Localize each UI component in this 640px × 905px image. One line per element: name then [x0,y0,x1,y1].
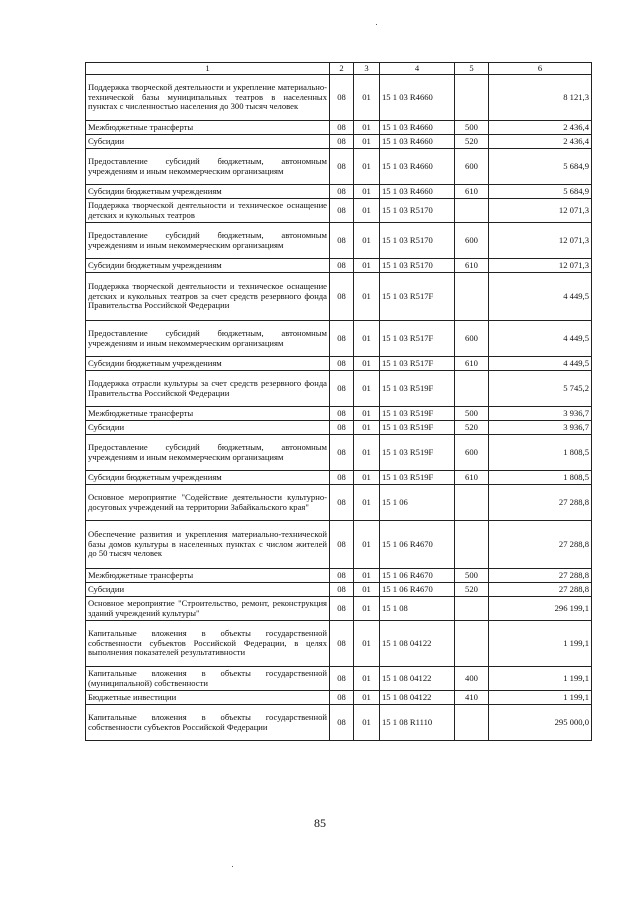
row-amount-cell: 12 071,3 [489,223,592,259]
row-subsection-cell: 01 [354,435,380,471]
row-subsection-cell: 01 [354,149,380,185]
row-amount-cell: 27 288,8 [489,569,592,583]
row-subsection-cell: 01 [354,371,380,407]
row-subsection-cell: 01 [354,259,380,273]
table-row [86,621,592,667]
row-section-cell: 08 [330,521,354,569]
table-row [86,407,592,421]
row-amount-cell: 27 288,8 [489,583,592,597]
row-section-cell: 08 [330,597,354,621]
table-row [86,321,592,357]
header-cell: 5 [455,63,489,75]
row-section-cell: 08 [330,705,354,741]
row-subsection-cell: 01 [354,667,380,691]
row-amount-cell: 1 199,1 [489,667,592,691]
row-amount-cell: 2 436,4 [489,121,592,135]
row-section-cell: 08 [330,371,354,407]
row-code-cell: 15 1 03 R517F [380,321,455,357]
row-amount-cell: 296 199,1 [489,597,592,621]
row-name-cell: Субсидии [86,421,330,435]
row-subsection-cell: 01 [354,597,380,621]
row-amount-cell: 12 071,3 [489,259,592,273]
table-row [86,471,592,485]
table-row [86,705,592,741]
row-name-cell: Предоставление субсидий бюджетным, автономным учреждениям и иным некоммерческим организациям [86,321,330,357]
row-amount-cell: 1 808,5 [489,471,592,485]
row-subsection-cell: 01 [354,407,380,421]
row-amount-cell: 1 808,5 [489,435,592,471]
table-row [86,569,592,583]
row-code-cell: 15 1 03 R5170 [380,223,455,259]
row-section-cell: 08 [330,149,354,185]
row-section-cell: 08 [330,691,354,705]
row-subsection-cell: 01 [354,471,380,485]
header-cell: 3 [354,63,380,75]
row-subsection-cell: 01 [354,421,380,435]
row-amount-cell: 1 199,1 [489,691,592,705]
row-code-cell: 15 1 03 R519F [380,435,455,471]
page-number: 85 [314,816,326,830]
row-name-cell: Субсидии [86,135,330,149]
table-row [86,421,592,435]
row-amount-cell: 5 684,9 [489,149,592,185]
row-amount-cell: 12 071,3 [489,199,592,223]
row-type-cell: 520 [455,421,489,435]
scan-speck [376,24,377,25]
row-code-cell: 15 1 06 [380,485,455,521]
row-section-cell: 08 [330,407,354,421]
row-code-cell: 15 1 03 R4660 [380,185,455,199]
table-row [86,435,592,471]
row-code-cell: 15 1 03 R519F [380,471,455,485]
row-subsection-cell: 01 [354,135,380,149]
row-type-cell: 400 [455,667,489,691]
row-name-cell: Обеспечение развития и укрепления материально-технической базы домов культуры в населенных пунктах с числом жителей до 50 тысяч человек [86,521,330,569]
row-type-cell [455,485,489,521]
row-name-cell: Предоставление субсидий бюджетным, автономным учреждениям и иным некоммерческим организациям [86,223,330,259]
row-section-cell: 08 [330,135,354,149]
row-subsection-cell: 01 [354,273,380,321]
row-section-cell: 08 [330,121,354,135]
table-row [86,223,592,259]
row-code-cell: 15 1 06 R4670 [380,521,455,569]
row-type-cell [455,621,489,667]
row-amount-cell: 5 684,9 [489,185,592,199]
row-amount-cell: 27 288,8 [489,521,592,569]
row-code-cell: 15 1 03 R517F [380,273,455,321]
row-type-cell: 520 [455,135,489,149]
row-subsection-cell: 01 [354,121,380,135]
row-code-cell: 15 1 08 R1110 [380,705,455,741]
row-section-cell: 08 [330,259,354,273]
row-type-cell: 500 [455,407,489,421]
table-row [86,135,592,149]
header-cell: 6 [489,63,592,75]
row-subsection-cell: 01 [354,583,380,597]
row-subsection-cell: 01 [354,223,380,259]
row-section-cell: 08 [330,667,354,691]
row-type-cell [455,75,489,121]
row-section-cell: 08 [330,321,354,357]
header-cell: 4 [380,63,455,75]
row-name-cell: Капитальные вложения в объекты государственной собственности субъектов Российской Федерации, в целях выполнения показателей результативности [86,621,330,667]
row-amount-cell: 4 449,5 [489,357,592,371]
table-row [86,75,592,121]
row-type-cell: 600 [455,435,489,471]
row-section-cell: 08 [330,185,354,199]
row-type-cell [455,597,489,621]
row-name-cell: Предоставление субсидий бюджетным, автономным учреждениям и иным некоммерческим организациям [86,149,330,185]
row-section-cell: 08 [330,421,354,435]
row-name-cell: Субсидии [86,583,330,597]
row-name-cell: Предоставление субсидий бюджетным, автономным учреждениям и иным некоммерческим организациям [86,435,330,471]
row-subsection-cell: 01 [354,185,380,199]
row-name-cell: Поддержка отрасли культуры за счет средств резервного фонда Правительства Российской Федерации [86,371,330,407]
table-row [86,185,592,199]
table-row [86,583,592,597]
row-type-cell: 610 [455,185,489,199]
row-name-cell: Поддержка творческой деятельности и укрепление материально-технической базы муниципальных театров в населенных пунктах с численностью населения до 300 тысяч человек [86,75,330,121]
row-subsection-cell: 01 [354,569,380,583]
table-row [86,357,592,371]
row-subsection-cell: 01 [354,199,380,223]
row-name-cell: Капитальные вложения в объекты государственной собственности субъектов Российской Федерации [86,705,330,741]
row-name-cell: Субсидии бюджетным учреждениям [86,357,330,371]
row-subsection-cell: 01 [354,75,380,121]
row-name-cell: Субсидии бюджетным учреждениям [86,185,330,199]
row-type-cell: 500 [455,569,489,583]
row-name-cell: Поддержка творческой деятельности и техническое оснащение детских и кукольных театров [86,199,330,223]
row-code-cell: 15 1 08 04122 [380,621,455,667]
row-subsection-cell: 01 [354,521,380,569]
row-amount-cell: 3 936,7 [489,407,592,421]
row-type-cell: 610 [455,471,489,485]
row-code-cell: 15 1 03 R5170 [380,199,455,223]
row-name-cell: Субсидии бюджетным учреждениям [86,259,330,273]
row-code-cell: 15 1 06 R4670 [380,583,455,597]
row-name-cell: Межбюджетные трансферты [86,407,330,421]
table-row [86,273,592,321]
table-row [86,259,592,273]
row-subsection-cell: 01 [354,621,380,667]
row-type-cell: 500 [455,121,489,135]
table-row [86,485,592,521]
row-section-cell: 08 [330,569,354,583]
row-subsection-cell: 01 [354,691,380,705]
row-type-cell [455,199,489,223]
header-cell: 2 [330,63,354,75]
row-subsection-cell: 01 [354,485,380,521]
row-name-cell: Бюджетные инвестиции [86,691,330,705]
row-section-cell: 08 [330,273,354,321]
row-code-cell: 15 1 08 04122 [380,691,455,705]
row-code-cell: 15 1 08 04122 [380,667,455,691]
row-code-cell: 15 1 03 R4660 [380,135,455,149]
row-type-cell: 600 [455,223,489,259]
row-section-cell: 08 [330,435,354,471]
row-name-cell: Поддержка творческой деятельности и техническое оснащение детских и кукольных театров за счет средств резервного фонда Правительства Российской Федерации [86,273,330,321]
budget-table [85,62,592,741]
row-amount-cell: 3 936,7 [489,421,592,435]
row-type-cell: 520 [455,583,489,597]
header-cell: 1 [86,63,330,75]
row-type-cell [455,273,489,321]
row-amount-cell: 8 121,3 [489,75,592,121]
row-type-cell: 610 [455,259,489,273]
table-row [86,521,592,569]
row-code-cell: 15 1 08 [380,597,455,621]
table-row [86,199,592,223]
row-code-cell: 15 1 06 R4670 [380,569,455,583]
row-section-cell: 08 [330,357,354,371]
row-name-cell: Субсидии бюджетным учреждениям [86,471,330,485]
row-subsection-cell: 01 [354,705,380,741]
row-amount-cell: 2 436,4 [489,135,592,149]
row-type-cell: 600 [455,149,489,185]
row-section-cell: 08 [330,621,354,667]
header-row [86,63,592,75]
row-amount-cell: 27 288,8 [489,485,592,521]
row-name-cell: Капитальные вложения в объекты государственной (муниципальной) собственности [86,667,330,691]
table-row [86,597,592,621]
row-name-cell: Основное мероприятие "Содействие деятельности культурно-досуговых учреждений на территории Забайкальского края" [86,485,330,521]
row-type-cell: 600 [455,321,489,357]
row-name-cell: Основное мероприятие "Строительство, ремонт, реконструкция зданий учреждений культуры" [86,597,330,621]
row-amount-cell: 4 449,5 [489,273,592,321]
row-section-cell: 08 [330,583,354,597]
row-section-cell: 08 [330,485,354,521]
row-code-cell: 15 1 03 R4660 [380,75,455,121]
row-code-cell: 15 1 03 R517F [380,357,455,371]
row-name-cell: Межбюджетные трансферты [86,569,330,583]
row-name-cell: Межбюджетные трансферты [86,121,330,135]
row-code-cell: 15 1 03 R519F [380,421,455,435]
table-row [86,691,592,705]
row-code-cell: 15 1 03 R519F [380,371,455,407]
table-row [86,149,592,185]
row-type-cell: 410 [455,691,489,705]
row-code-cell: 15 1 03 R4660 [380,149,455,185]
row-amount-cell: 1 199,1 [489,621,592,667]
row-section-cell: 08 [330,471,354,485]
table-body [86,75,592,741]
row-subsection-cell: 01 [354,321,380,357]
row-amount-cell: 5 745,2 [489,371,592,407]
row-type-cell [455,521,489,569]
row-code-cell: 15 1 03 R519F [380,407,455,421]
row-section-cell: 08 [330,223,354,259]
row-type-cell: 610 [455,357,489,371]
row-code-cell: 15 1 03 R4660 [380,121,455,135]
row-type-cell [455,705,489,741]
scan-speck [232,866,233,867]
row-code-cell: 15 1 03 R5170 [380,259,455,273]
row-subsection-cell: 01 [354,357,380,371]
row-amount-cell: 295 000,0 [489,705,592,741]
row-type-cell [455,371,489,407]
table-row [86,121,592,135]
table-row [86,371,592,407]
row-amount-cell: 4 449,5 [489,321,592,357]
row-section-cell: 08 [330,75,354,121]
table-row [86,667,592,691]
row-section-cell: 08 [330,199,354,223]
